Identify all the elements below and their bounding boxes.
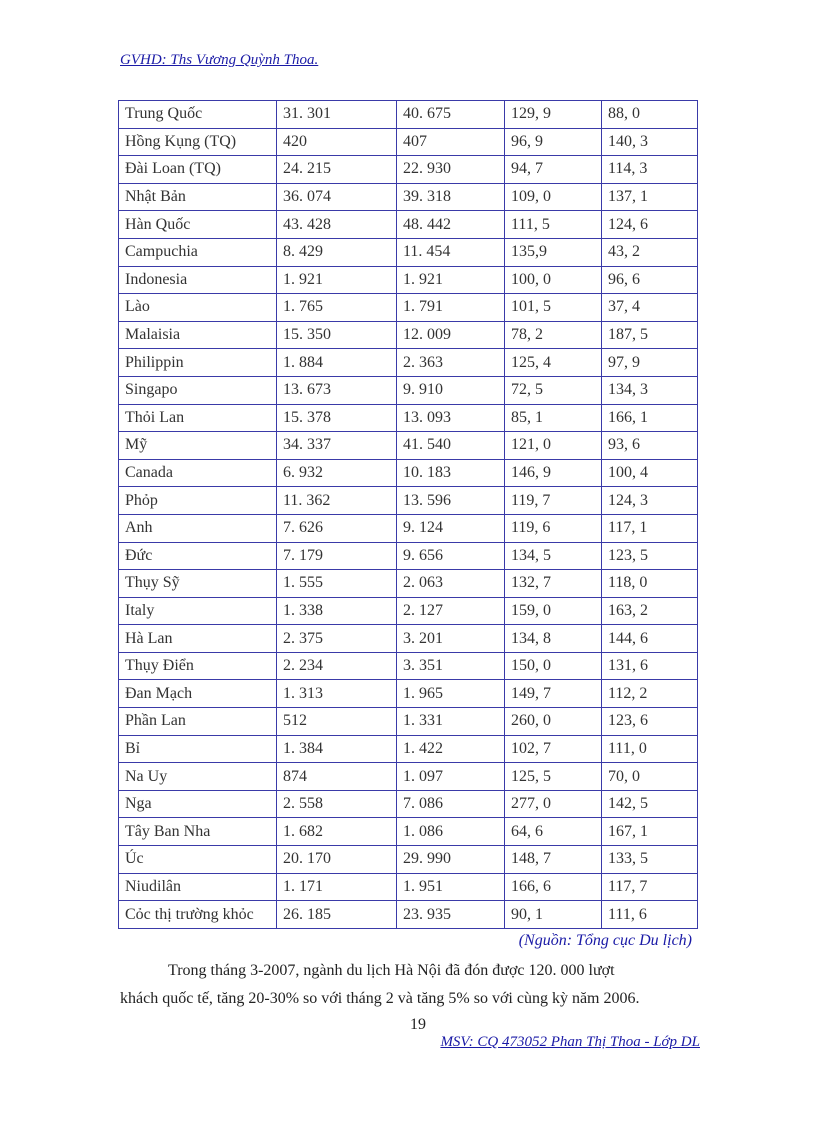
market-name-cell: Đài Loan (TQ) [119,156,277,184]
value-cell: 40. 675 [397,101,505,129]
value-cell: 1. 884 [277,349,397,377]
table-row [119,487,698,515]
market-name-cell: Nhật Bản [119,183,277,211]
value-cell: 129, 9 [505,101,602,129]
value-cell: 31. 301 [277,101,397,129]
value-cell: 1. 682 [277,818,397,846]
table-row [119,294,698,322]
value-cell: 144, 6 [602,625,698,653]
value-cell: 20. 170 [277,846,397,874]
value-cell: 90, 1 [505,901,602,929]
value-cell: 9. 910 [397,376,505,404]
market-name-cell: Hồng Kụng (TQ) [119,128,277,156]
value-cell: 109, 0 [505,183,602,211]
market-name-cell: Na Uy [119,763,277,791]
value-cell: 97, 9 [602,349,698,377]
value-cell: 111, 6 [602,901,698,929]
table-row [119,680,698,708]
value-cell: 1. 384 [277,735,397,763]
table-row [119,625,698,653]
market-name-cell: Italy [119,597,277,625]
table-row [119,652,698,680]
value-cell: 34. 337 [277,432,397,460]
value-cell: 148, 7 [505,846,602,874]
table-row [119,238,698,266]
value-cell: 7. 086 [397,790,505,818]
market-name-cell: Canada [119,459,277,487]
table-row [119,818,698,846]
value-cell: 2. 063 [397,570,505,598]
value-cell: 118, 0 [602,570,698,598]
value-cell: 117, 1 [602,514,698,542]
value-cell: 100, 0 [505,266,602,294]
value-cell: 2. 558 [277,790,397,818]
value-cell: 13. 093 [397,404,505,432]
table-row [119,404,698,432]
table-row [119,183,698,211]
market-name-cell: Hà Lan [119,625,277,653]
market-name-cell: Bỉ [119,735,277,763]
page-footer: MSV: CQ 473052 Phan Thị Thoa - Lớp DL [440,1034,700,1050]
value-cell: 24. 215 [277,156,397,184]
value-cell: 96, 9 [505,128,602,156]
value-cell: 85, 1 [505,404,602,432]
value-cell: 163, 2 [602,597,698,625]
value-cell: 39. 318 [397,183,505,211]
value-cell: 166, 6 [505,873,602,901]
value-cell: 114, 3 [602,156,698,184]
value-cell: 277, 0 [505,790,602,818]
value-cell: 1. 965 [397,680,505,708]
value-cell: 102, 7 [505,735,602,763]
value-cell: 112, 2 [602,680,698,708]
market-name-cell: Phần Lan [119,708,277,736]
table-row [119,101,698,129]
market-name-cell: Thụy Sỹ [119,570,277,598]
value-cell: 8. 429 [277,238,397,266]
value-cell: 41. 540 [397,432,505,460]
value-cell: 123, 5 [602,542,698,570]
value-cell: 137, 1 [602,183,698,211]
market-name-cell: Malaisia [119,321,277,349]
value-cell: 111, 5 [505,211,602,239]
value-cell: 1. 338 [277,597,397,625]
market-name-cell: Tây Ban Nha [119,818,277,846]
value-cell: 2. 127 [397,597,505,625]
value-cell: 1. 422 [397,735,505,763]
market-name-cell: Trung Quốc [119,101,277,129]
table-row [119,349,698,377]
value-cell: 133, 5 [602,846,698,874]
value-cell: 2. 234 [277,652,397,680]
table-row [119,846,698,874]
value-cell: 166, 1 [602,404,698,432]
table-row [119,514,698,542]
value-cell: 48. 442 [397,211,505,239]
value-cell: 78, 2 [505,321,602,349]
tourist-arrivals-table [118,100,698,929]
table-row [119,542,698,570]
market-name-cell: Anh [119,514,277,542]
value-cell: 1. 765 [277,294,397,322]
value-cell: 3. 351 [397,652,505,680]
value-cell: 100, 4 [602,459,698,487]
market-name-cell: Đức [119,542,277,570]
market-name-cell: Phỏp [119,487,277,515]
table-row [119,790,698,818]
market-name-cell: Nga [119,790,277,818]
value-cell: 88, 0 [602,101,698,129]
value-cell: 15. 378 [277,404,397,432]
value-cell: 11. 454 [397,238,505,266]
source-note: (Nguồn: Tổng cục Du lịch) [518,932,692,949]
page-number: 19 [410,1016,426,1033]
table-row [119,459,698,487]
value-cell: 9. 656 [397,542,505,570]
value-cell: 37, 4 [602,294,698,322]
value-cell: 9. 124 [397,514,505,542]
value-cell: 96, 6 [602,266,698,294]
value-cell: 134, 3 [602,376,698,404]
market-name-cell: Thỏi Lan [119,404,277,432]
market-name-cell: Hàn Quốc [119,211,277,239]
table-row [119,211,698,239]
value-cell: 6. 932 [277,459,397,487]
table-row [119,376,698,404]
value-cell: 1. 331 [397,708,505,736]
market-name-cell: Mỹ [119,432,277,460]
value-cell: 10. 183 [397,459,505,487]
value-cell: 94, 7 [505,156,602,184]
value-cell: 150, 0 [505,652,602,680]
value-cell: 3. 201 [397,625,505,653]
value-cell: 123, 6 [602,708,698,736]
value-cell: 1. 921 [397,266,505,294]
table-row [119,570,698,598]
value-cell: 1. 171 [277,873,397,901]
value-cell: 93, 6 [602,432,698,460]
value-cell: 407 [397,128,505,156]
page-header: GVHD: Ths Vương Quỳnh Thoa. [120,52,319,68]
value-cell: 7. 179 [277,542,397,570]
value-cell: 420 [277,128,397,156]
value-cell: 135,9 [505,238,602,266]
value-cell: 131, 6 [602,652,698,680]
value-cell: 36. 074 [277,183,397,211]
table-body [119,101,698,929]
market-name-cell: Campuchia [119,238,277,266]
table-row [119,321,698,349]
value-cell: 43. 428 [277,211,397,239]
value-cell: 43, 2 [602,238,698,266]
table-row [119,735,698,763]
value-cell: 22. 930 [397,156,505,184]
value-cell: 70, 0 [602,763,698,791]
market-name-cell: Đan Mạch [119,680,277,708]
value-cell: 187, 5 [602,321,698,349]
value-cell: 12. 009 [397,321,505,349]
table-row [119,432,698,460]
table-row [119,901,698,929]
value-cell: 140, 3 [602,128,698,156]
table-row [119,156,698,184]
value-cell: 119, 6 [505,514,602,542]
value-cell: 26. 185 [277,901,397,929]
value-cell: 101, 5 [505,294,602,322]
table-row [119,597,698,625]
value-cell: 1. 555 [277,570,397,598]
market-name-cell: Niudilân [119,873,277,901]
value-cell: 64, 6 [505,818,602,846]
value-cell: 13. 673 [277,376,397,404]
value-cell: 167, 1 [602,818,698,846]
market-name-cell: Indonesia [119,266,277,294]
value-cell: 15. 350 [277,321,397,349]
value-cell: 111, 0 [602,735,698,763]
value-cell: 124, 3 [602,487,698,515]
market-name-cell: Lào [119,294,277,322]
value-cell: 2. 363 [397,349,505,377]
value-cell: 1. 086 [397,818,505,846]
value-cell: 1. 313 [277,680,397,708]
value-cell: 13. 596 [397,487,505,515]
value-cell: 146, 9 [505,459,602,487]
market-name-cell: Úc [119,846,277,874]
value-cell: 23. 935 [397,901,505,929]
table-row [119,266,698,294]
market-name-cell: Philippin [119,349,277,377]
market-name-cell: Singapo [119,376,277,404]
value-cell: 1. 951 [397,873,505,901]
value-cell: 11. 362 [277,487,397,515]
value-cell: 7. 626 [277,514,397,542]
value-cell: 132, 7 [505,570,602,598]
value-cell: 2. 375 [277,625,397,653]
value-cell: 121, 0 [505,432,602,460]
value-cell: 125, 5 [505,763,602,791]
value-cell: 260, 0 [505,708,602,736]
value-cell: 29. 990 [397,846,505,874]
value-cell: 512 [277,708,397,736]
value-cell: 119, 7 [505,487,602,515]
value-cell: 1. 791 [397,294,505,322]
value-cell: 149, 7 [505,680,602,708]
body-paragraph [120,957,698,1013]
value-cell: 1. 921 [277,266,397,294]
value-cell: 159, 0 [505,597,602,625]
value-cell: 134, 5 [505,542,602,570]
table-row [119,763,698,791]
value-cell: 134, 8 [505,625,602,653]
value-cell: 874 [277,763,397,791]
value-cell: 1. 097 [397,763,505,791]
paragraph-line-2: khách quốc tế, tăng 20-30% so với tháng 2 và tăng 5% so với cùng kỳ năm 2006. [120,990,640,1007]
value-cell: 125, 4 [505,349,602,377]
value-cell: 124, 6 [602,211,698,239]
paragraph-line-1: Trong tháng 3-2007, ngành du lịch Hà Nội đã đón được 120. 000 lượt [168,962,615,979]
table-row [119,873,698,901]
value-cell: 72, 5 [505,376,602,404]
market-name-cell: Cỏc thị trường khỏc [119,901,277,929]
market-name-cell: Thụy Điển [119,652,277,680]
table-row [119,708,698,736]
table-row [119,128,698,156]
value-cell: 142, 5 [602,790,698,818]
value-cell: 117, 7 [602,873,698,901]
